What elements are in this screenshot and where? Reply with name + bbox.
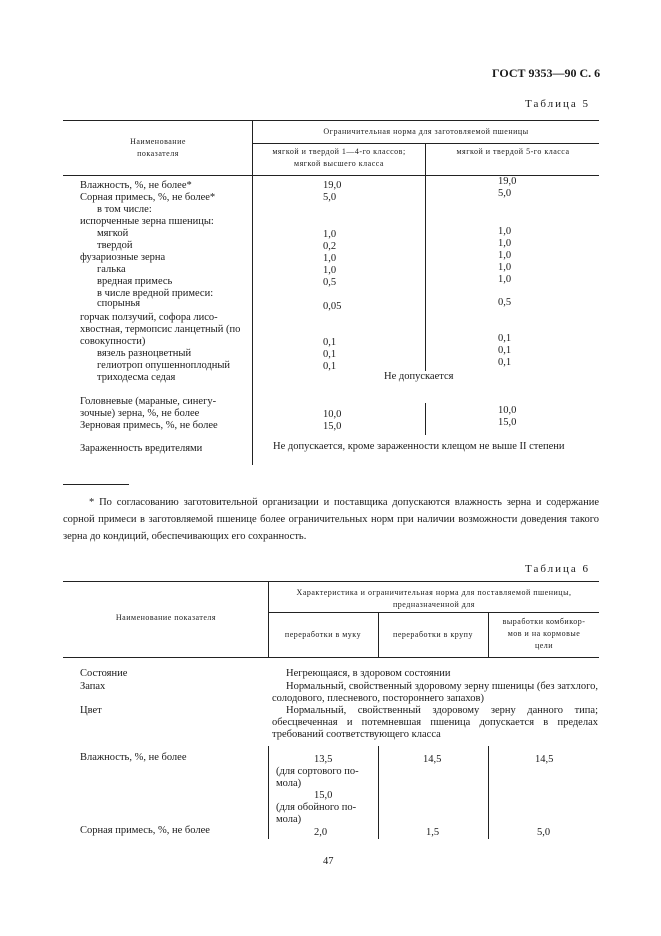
table6-body-divider-2	[378, 746, 379, 839]
table5-col-divider-2a	[425, 176, 426, 371]
table5-row-name: Зараженность вредителями	[80, 443, 203, 454]
table6-body-divider-3	[488, 746, 489, 839]
table5-row-name: Сорная примесь, %, не более*	[80, 192, 216, 203]
table5-row-value-a: 1,0	[323, 265, 337, 276]
table5-row-value-a: 19,0	[323, 180, 342, 191]
table5-top-rule	[63, 120, 599, 121]
table5-row-name: вязель разноцветный	[97, 348, 192, 359]
table6-col-name-header: Наименование показателя	[115, 613, 217, 622]
table5-row-name: Головневые (мараные, синегу-	[80, 396, 217, 407]
t6-moisture-a1: 13,5	[314, 754, 333, 765]
table5-pests-span: Не допускается, кроме зараженности клещом не выше II степени	[273, 441, 565, 452]
table5-trichodesma-span: Не допускается	[384, 371, 454, 382]
t6-weed-b: 1,5	[426, 827, 440, 838]
table6-header-mid-rule	[268, 612, 599, 613]
table5-col-divider-1	[252, 120, 253, 465]
t6-moisture-a2: 15,0	[314, 790, 333, 801]
t6-smell-value: Нормальный, свойственный здоровому зерну пшеницы (без затхлого, солодового, плесневого, постороннего запахов)	[272, 681, 598, 704]
t6-moisture-c: 14,5	[535, 754, 554, 765]
table5-row-name: мягкой	[97, 228, 129, 239]
table6-col-divider-2	[378, 612, 379, 657]
footnote-rule	[63, 484, 129, 485]
table6-col-divider-3	[488, 612, 489, 657]
table6-body-divider-1	[268, 746, 269, 839]
t6-color-name: Цвет	[80, 705, 102, 716]
table5-row-value-a: 1,0	[323, 229, 337, 240]
table5-row-value-a: 1,0	[323, 253, 337, 264]
t6-weed-a: 2,0	[314, 827, 328, 838]
table5-row-value-a: 0,05	[323, 301, 342, 312]
table5-row-value-b: 0,1	[498, 345, 512, 356]
t6-moisture-a2-note: (для обойного по- мола)	[276, 802, 357, 825]
t6-moisture-b: 14,5	[423, 754, 442, 765]
table5-row-value-b: 1,0	[498, 250, 512, 261]
table5-row-value-a: 10,0	[323, 409, 342, 420]
table5-row-value-a: 0,5	[323, 277, 337, 288]
table5-row-value-b: 1,0	[498, 226, 512, 237]
table6-col-c-header: выработки комбикор- мов и на кормовые цели	[502, 617, 586, 650]
table5-row-value-b: 0,1	[498, 333, 512, 344]
table5-row-name: Влажность, %, не более*	[80, 180, 192, 191]
table5-row-value-b: 19,0	[498, 176, 517, 187]
t6-color-value: Нормальный, свойственный здоровому зерну данного типа; обесцвеченная и потемневшая пшеница допускается в пределах требований соответствующего класса	[272, 705, 598, 740]
table5-row-value-b: 1,0	[498, 262, 512, 273]
table5-row-name: фузариозные зерна	[80, 252, 166, 263]
table5-row-name: зочные) зерна, %, не более	[80, 408, 200, 419]
table5-footnote: * По согласованию заготовительной организации и поставщика допускаются влажность зерна и содержание сорной примеси в заготовляемой пшенице более ограничительных норм при наличии возможности доведения такого зерна до кондиций, обеспечивающих его сохранность.	[63, 497, 599, 542]
table5-col-divider-2b	[425, 403, 426, 435]
table5-row-name: галька	[97, 264, 126, 275]
table5-row-name: твердой	[97, 240, 133, 251]
table5-col-a-header: мягкой и твердой 1—4-го классов; мягкой высшего класса	[272, 147, 406, 168]
t6-smell-name: Запах	[80, 681, 106, 692]
table5-row-value-b: 10,0	[498, 405, 517, 416]
table5-row-value-b: 15,0	[498, 417, 517, 428]
page-number: 47	[323, 856, 334, 867]
table5-row-name: хвостная, термопсис ланцетный (по	[80, 324, 241, 335]
table5-row-value-a: 0,2	[323, 241, 337, 252]
t6-weed-c: 5,0	[537, 827, 551, 838]
table5-row-name: в числе вредной примеси:	[97, 288, 214, 299]
table5-row-name: в том числе:	[97, 204, 152, 215]
table6-col-a-header: переработки в муку	[284, 630, 362, 639]
table5-row-value-b: 1,0	[498, 274, 512, 285]
t6-moisture-name: Влажность, %, не более	[80, 752, 187, 763]
table5-header-bottom-rule	[63, 175, 599, 176]
t6-state-name: Состояние	[80, 668, 128, 679]
table5-row-name: испорченные зерна пшеницы:	[80, 216, 214, 227]
table5-col-group-header: Ограничительная норма для заготовляемой пшеницы	[323, 127, 529, 136]
table6-col-divider-1	[268, 581, 269, 657]
document-header: ГОСТ 9353—90 С. 6	[492, 66, 601, 80]
table5-row-value-b: 0,1	[498, 357, 512, 368]
table5-row-name: гелиотроп опушенноплодный	[97, 360, 231, 371]
table5-caption: Таблица 5	[525, 98, 591, 110]
table5-row-value-b: 5,0	[498, 188, 512, 199]
t6-moisture-a1-note: (для сортового по- мола)	[276, 766, 359, 789]
table5-row-value-a: 0,1	[323, 361, 337, 372]
table6-header-bottom-rule	[63, 657, 599, 658]
table6-top-rule	[63, 581, 599, 582]
table6-caption: Таблица 6	[525, 563, 591, 575]
table6-col-b-header: переработки в крупу	[393, 630, 473, 639]
table5-row-value-a: 15,0	[323, 421, 342, 432]
table5-row-name: совокупности)	[80, 336, 146, 347]
table5-row-value-a: 5,0	[323, 192, 337, 203]
table5-row-value-b: 0,5	[498, 297, 512, 308]
t6-weed-name: Сорная примесь, %, не более	[80, 825, 210, 836]
table5-row-value-a: 0,1	[323, 349, 337, 360]
table5-col-name-header: Наименование показателя	[130, 137, 186, 158]
table5-row-name: Зерновая примесь, %, не более	[80, 420, 218, 431]
table6-col-group-header: Характеристика и ограничительная норма для поставляемой пшеницы, предназначенной для	[296, 588, 572, 609]
table5-row-name: вредная примесь	[97, 276, 173, 287]
t6-state-value: Негреющаяся, в здоровом состоянии	[286, 668, 451, 679]
table5-row-value-b: 1,0	[498, 238, 512, 249]
table5-row-name: триходесма седая	[97, 372, 176, 383]
table5-col-divider-2-header	[425, 143, 426, 175]
table5-row-name: горчак ползучий, софора лисо-	[80, 312, 218, 323]
table5-col-b-header: мягкой и твердой 5-го класса	[456, 147, 570, 156]
table5-row-value-a: 0,1	[323, 337, 337, 348]
table5-row-name: спорынья	[97, 298, 141, 309]
